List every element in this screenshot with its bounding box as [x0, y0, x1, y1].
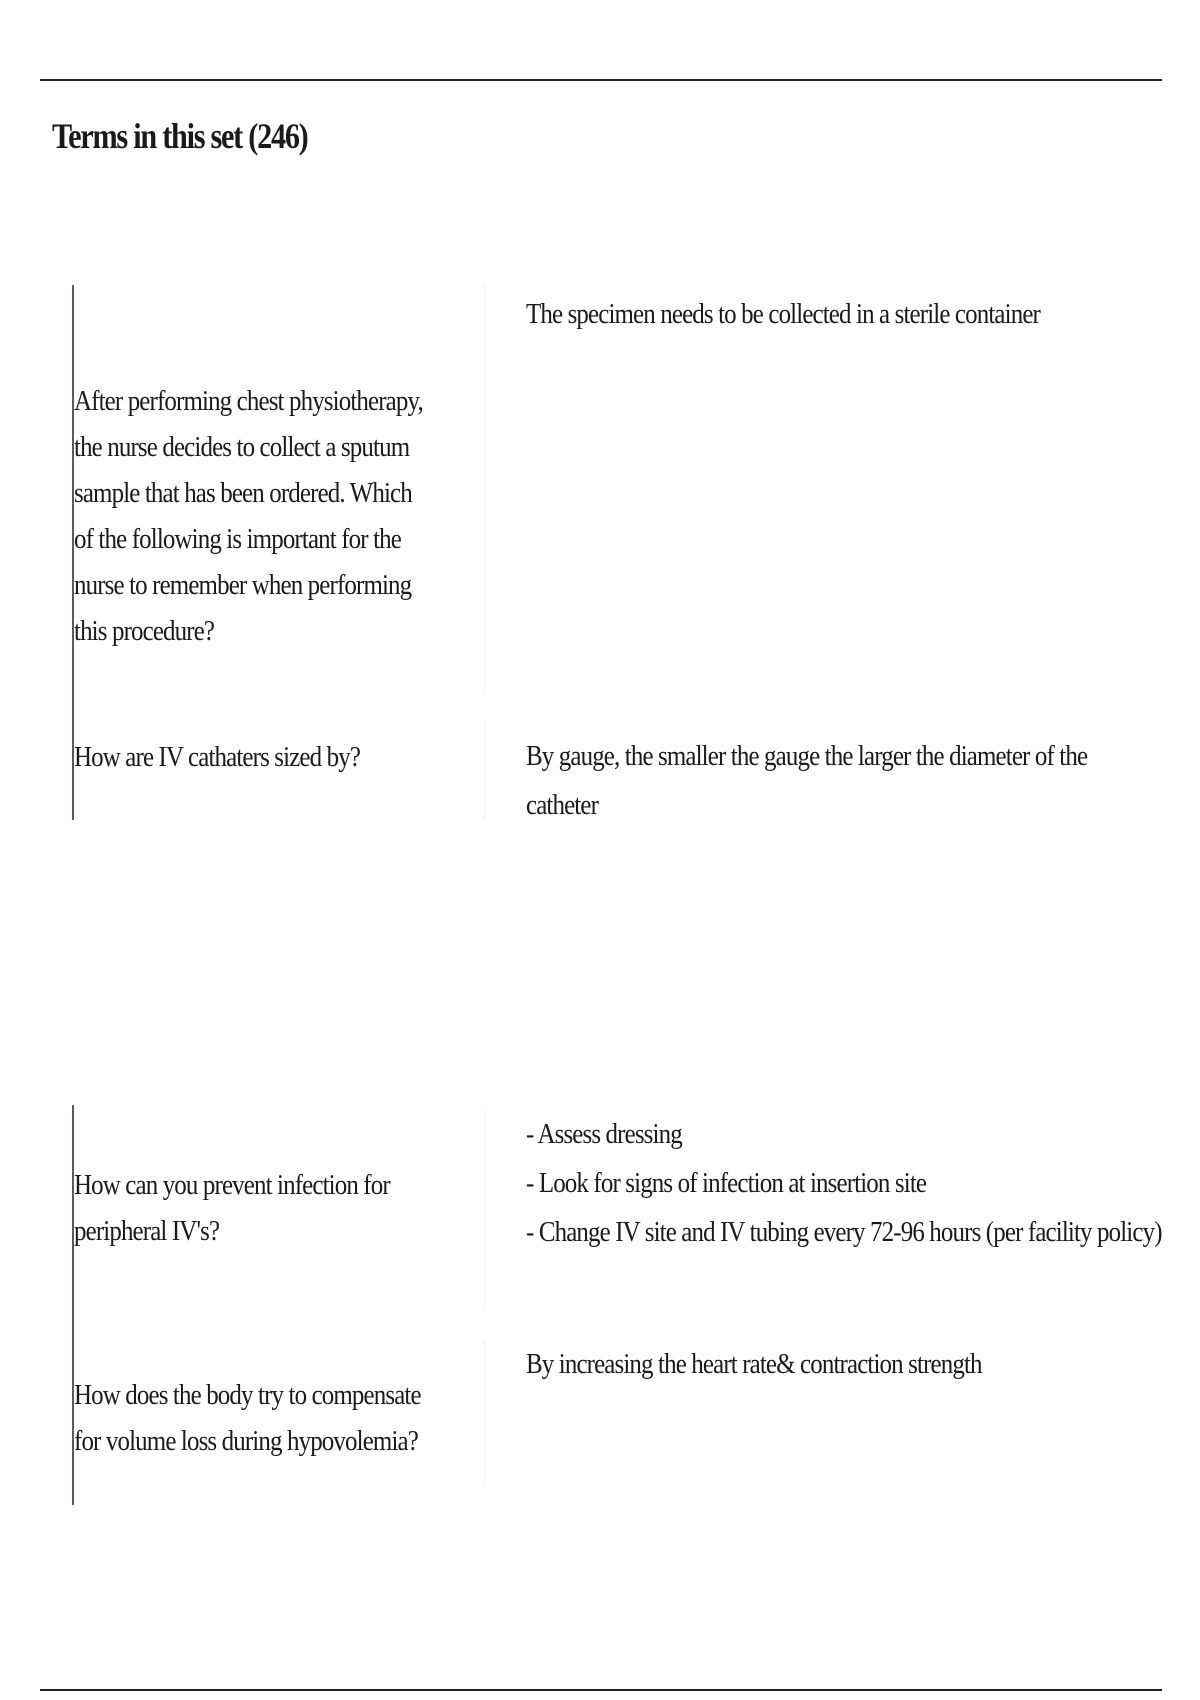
card-term: How can you prevent infection for peripheral IV's?: [74, 1169, 390, 1247]
flashcard[interactable]: [74, 1340, 1164, 1485]
card-definition: By increasing the heart rate& contraction strength: [526, 1348, 982, 1380]
card-term: How are IV cathaters sized by?: [74, 741, 361, 773]
card-term: After performing chest physiotherapy, the nurse decides to collect a sputum sample that has been ordered. Which of the following is important for the nurse to remember when performing this procedure?: [74, 385, 423, 647]
card-divider: [484, 1340, 485, 1485]
card-definition: By gauge, the smaller the gauge the larger the diameter of the catheter: [526, 740, 1088, 821]
set-heading: Terms in this set (246): [52, 116, 308, 156]
card-divider: [484, 1110, 485, 1310]
card-definition: [526, 1110, 1162, 1257]
card-definition: The specimen needs to be collected in a sterile container: [526, 298, 1040, 330]
flashcard[interactable]: [74, 285, 1164, 695]
definition-line: - Change IV site and IV tubing every 72-96 hours (per facility policy): [526, 1216, 1162, 1248]
card-divider: [484, 285, 485, 695]
top-rule: [40, 79, 1162, 81]
card-divider: [484, 720, 485, 820]
flashcard[interactable]: [74, 720, 1164, 820]
definition-line: - Look for signs of infection at insertion site: [526, 1167, 927, 1199]
bottom-rule: [40, 1689, 1162, 1691]
flashcard[interactable]: [74, 1110, 1164, 1310]
definition-line: - Assess dressing: [526, 1118, 682, 1150]
card-term: How does the body try to compensate for volume loss during hypovolemia?: [74, 1379, 421, 1457]
